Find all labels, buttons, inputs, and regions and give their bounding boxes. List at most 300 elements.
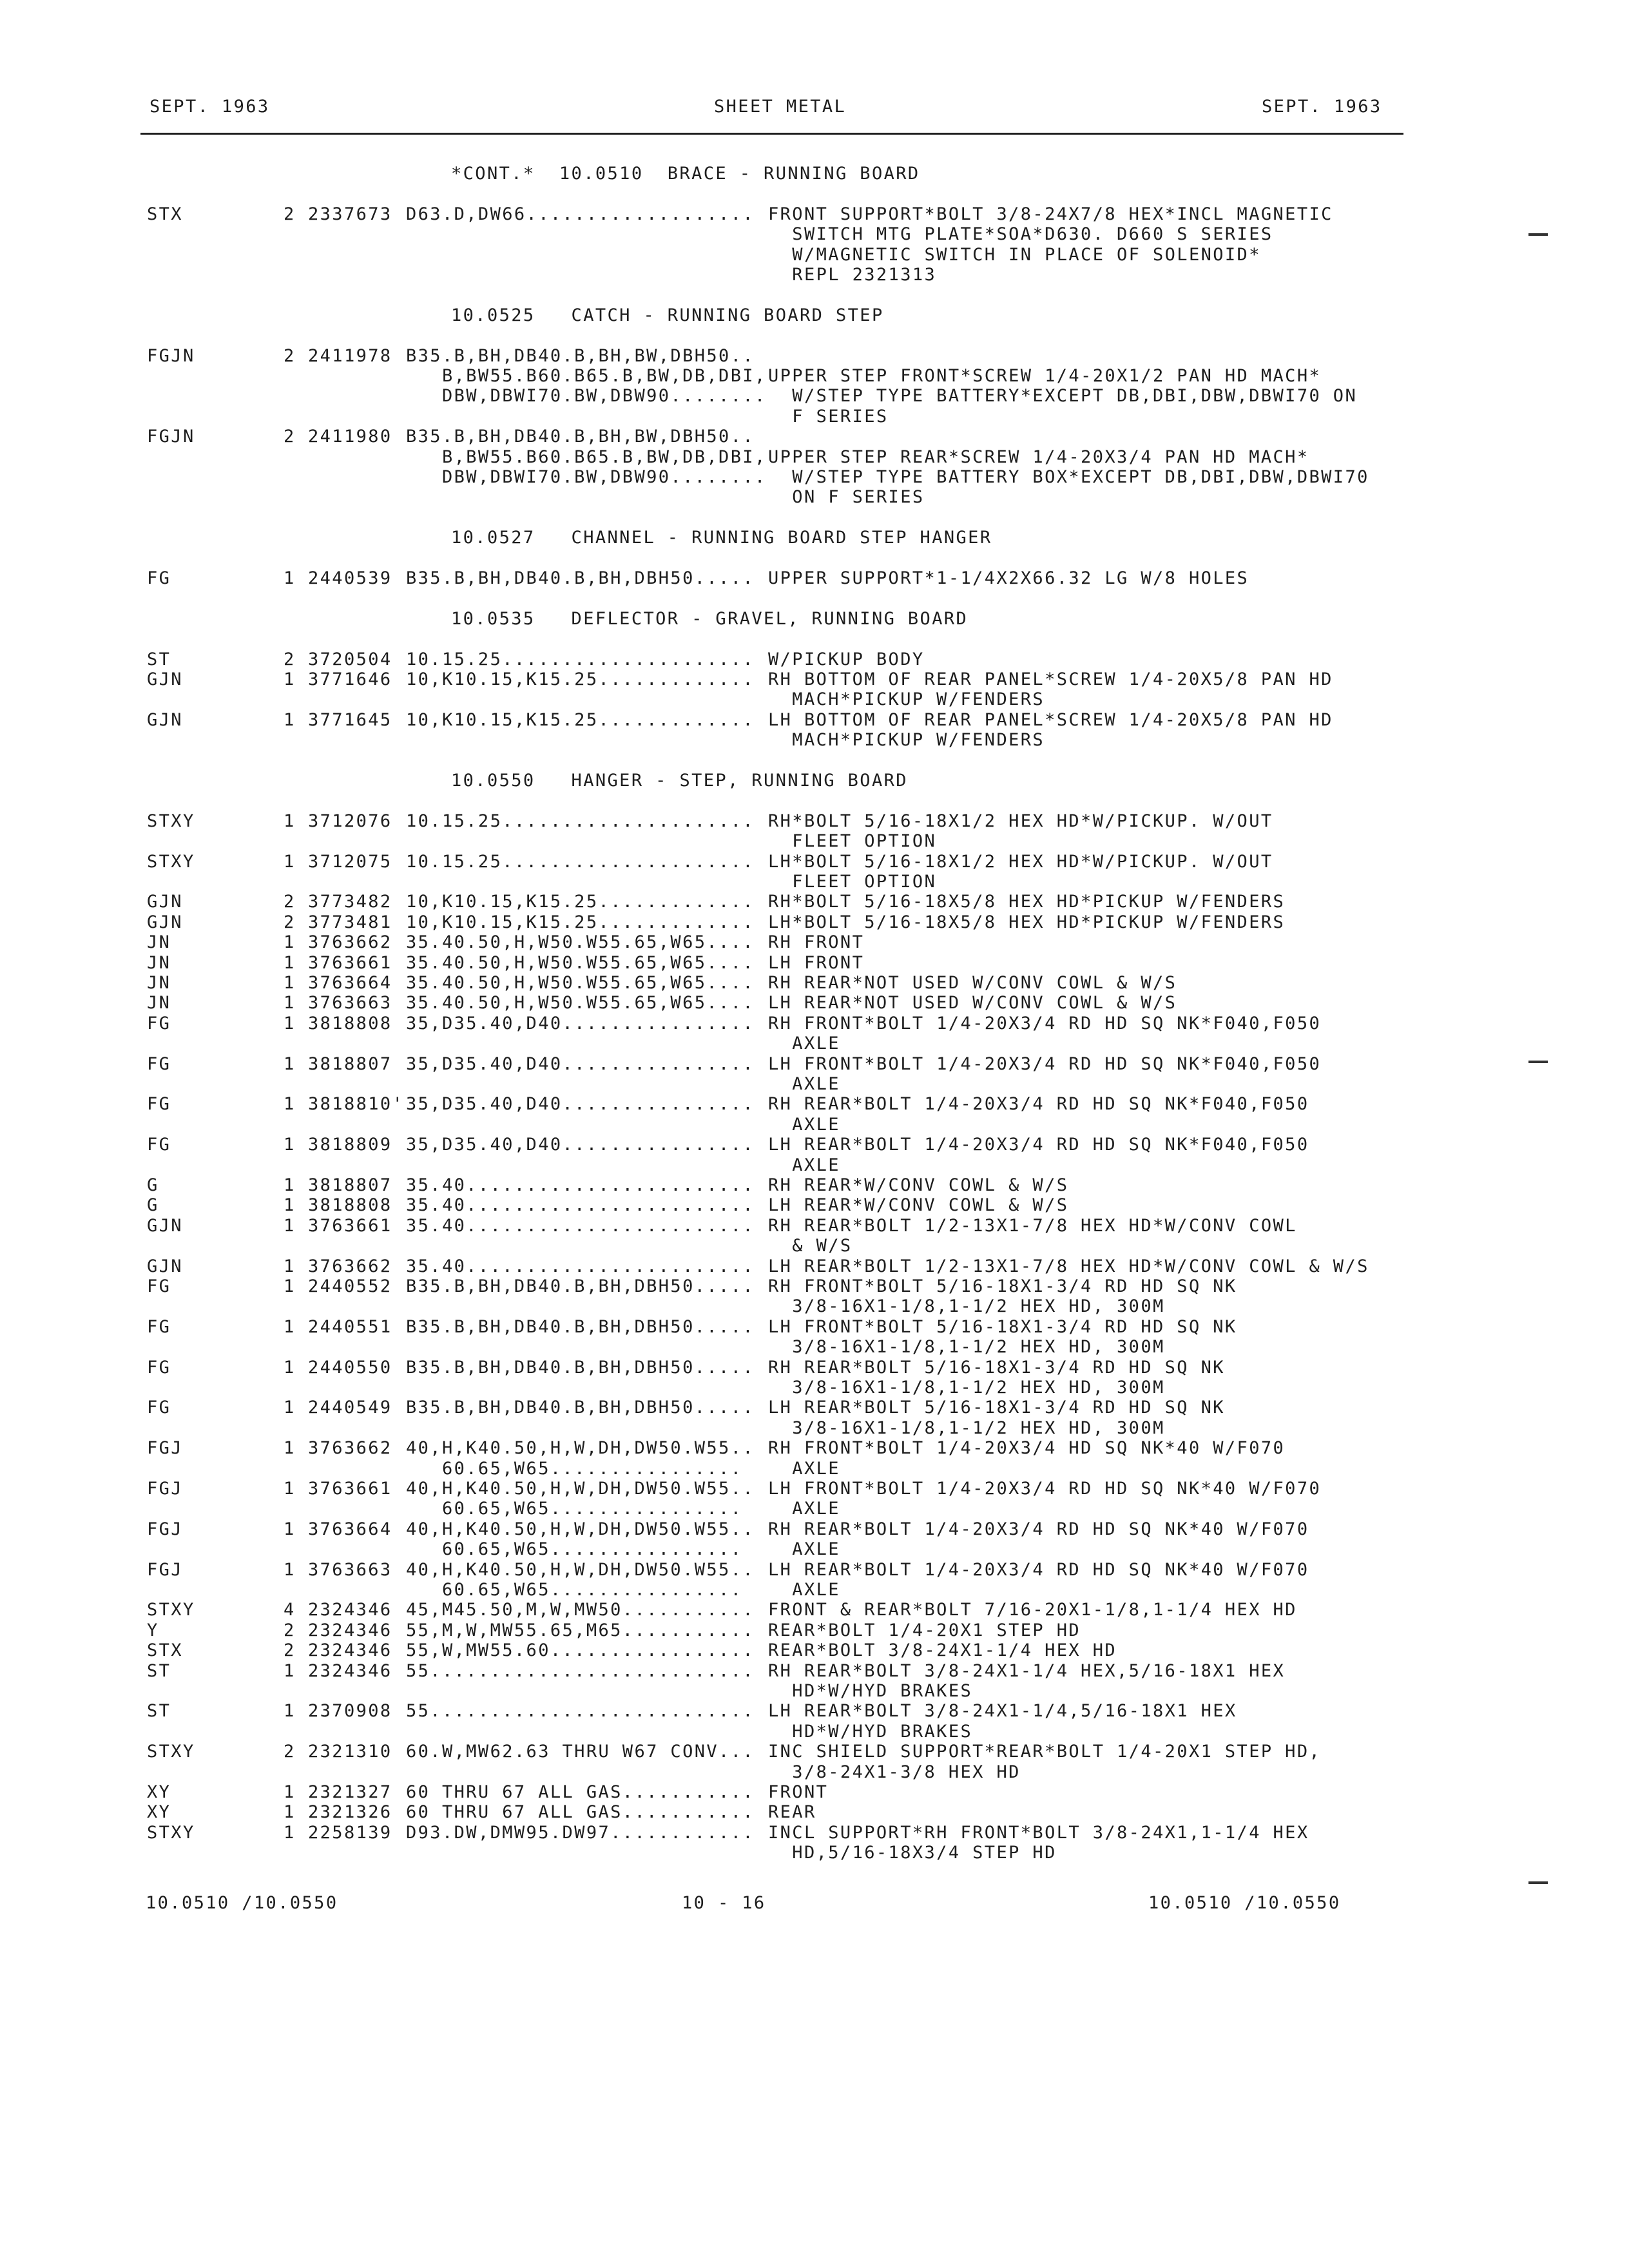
quantity: 1 (284, 1216, 296, 1236)
parts-row (0, 1843, 1629, 1863)
header-date-left: SEPT. 1963 (149, 97, 270, 117)
model-list: 35,D35.40,D40................ (406, 1094, 755, 1114)
quantity: 2 (284, 649, 296, 669)
model-list: 35.40........................ (406, 1256, 755, 1276)
quantity: 1 (284, 1519, 296, 1539)
model-list: B35.B,BH,DB40.B,BH,BW,DBH50.. (406, 346, 755, 366)
model-list: 10.15.25..................... (406, 811, 755, 831)
parts-row (0, 1479, 1629, 1499)
section-heading-row (0, 609, 1629, 629)
margin-mark (1528, 233, 1548, 236)
applicability-code: STXY (147, 852, 195, 872)
part-number: 2321310 (308, 1742, 392, 1762)
quantity: 1 (284, 669, 296, 689)
description: REPL 2321313 (768, 265, 937, 285)
description: LH REAR*BOLT 1/4-20X3/4 RD HD SQ NK*40 W/F070 (768, 1560, 1309, 1580)
parts-row (0, 831, 1629, 852)
description: HD*W/HYD BRAKES (768, 1681, 973, 1701)
part-number: 2440539 (308, 568, 392, 588)
applicability-code: FG (147, 1317, 171, 1337)
parts-row (0, 1640, 1629, 1661)
section-heading: 10.0527 CHANNEL - RUNNING BOARD STEP HANGER (451, 528, 992, 548)
parts-row (0, 811, 1629, 832)
quantity: 1 (284, 1256, 296, 1276)
part-number: 3763662 (308, 1438, 392, 1458)
quantity: 1 (284, 1135, 296, 1155)
model-list: 10,K10.15,K15.25............. (406, 710, 755, 730)
description: W/STEP TYPE BATTERY BOX*EXCEPT DB,DBI,DBW,DBWI70 (768, 467, 1369, 487)
quantity: 1 (284, 932, 296, 952)
quantity: 1 (284, 1054, 296, 1074)
quantity: 1 (284, 993, 296, 1013)
model-list: B,BW55.B60.B65.B,BW,DB,DBI, (406, 447, 767, 467)
quantity: 1 (284, 1782, 296, 1802)
model-list: 60 THRU 67 ALL GAS........... (406, 1802, 755, 1822)
description: 3/8-16X1-1/8,1-1/2 HEX HD, 300M (768, 1296, 1165, 1316)
model-list: 10,K10.15,K15.25............. (406, 669, 755, 689)
parts-row (0, 1074, 1629, 1095)
parts-row (0, 973, 1629, 994)
parts-row (0, 1499, 1629, 1519)
parts-row (0, 730, 1629, 751)
part-number: 2440552 (308, 1276, 392, 1296)
description: F SERIES (768, 407, 889, 427)
description: LH REAR*NOT USED W/CONV COWL & W/S (768, 993, 1177, 1013)
applicability-code: ST (147, 649, 171, 669)
description: RH FRONT*BOLT 5/16-18X1-3/4 RD HD SQ NK (768, 1276, 1237, 1296)
part-number: 3763661 (308, 953, 392, 973)
parts-row (0, 204, 1629, 225)
model-list: B,BW55.B60.B65.B,BW,DB,DBI, (406, 366, 767, 386)
description: REAR*BOLT 1/4-20X1 STEP HD (768, 1620, 1081, 1640)
parts-row (0, 1398, 1629, 1418)
model-list: 10.15.25..................... (406, 852, 755, 872)
description: RH FRONT*BOLT 1/4-20X3/4 RD HD SQ NK*F040,F050 (768, 1014, 1322, 1033)
quantity: 1 (284, 1802, 296, 1822)
part-number: 2321327 (308, 1782, 392, 1802)
model-list: 10,K10.15,K15.25............. (406, 892, 755, 912)
model-list: 55,M,W,MW55.65,M65........... (406, 1620, 755, 1640)
description: 3/8-16X1-1/8,1-1/2 HEX HD, 300M (768, 1378, 1165, 1398)
applicability-code: FGJ (147, 1438, 183, 1458)
quantity: 1 (284, 568, 296, 588)
description: RH FRONT*BOLT 1/4-20X3/4 HD SQ NK*40 W/F070 (768, 1438, 1286, 1458)
model-list: 40,H,K40.50,H,W,DH,DW50.W55.. (406, 1479, 755, 1499)
quantity: 1 (284, 1560, 296, 1580)
parts-row (0, 224, 1629, 245)
model-list: 60.W,MW62.63 THRU W67 CONV... (406, 1742, 755, 1762)
parts-row (0, 1620, 1629, 1641)
parts-row (0, 1823, 1629, 1843)
parts-row (0, 245, 1629, 265)
description: AXLE (768, 1074, 840, 1094)
parts-row (0, 1580, 1629, 1600)
parts-row (0, 1236, 1629, 1256)
parts-row (0, 953, 1629, 974)
quantity: 2 (284, 912, 296, 932)
parts-row (0, 1438, 1629, 1459)
parts-row (0, 1600, 1629, 1620)
section-heading: 10.0525 CATCH - RUNNING BOARD STEP (451, 305, 884, 325)
parts-row (0, 649, 1629, 670)
parts-row (0, 407, 1629, 427)
applicability-code: G (147, 1175, 159, 1195)
quantity: 1 (284, 1276, 296, 1296)
parts-row (0, 1762, 1629, 1783)
description: LH BOTTOM OF REAR PANEL*SCREW 1/4-20X5/8 PAN HD (768, 710, 1333, 730)
quantity: 2 (284, 892, 296, 912)
part-number: 3712075 (308, 852, 392, 872)
applicability-code: STXY (147, 1823, 195, 1843)
model-list: 40,H,K40.50,H,W,DH,DW50.W55.. (406, 1519, 755, 1539)
part-number: 3720504 (308, 649, 392, 669)
description: INC SHIELD SUPPORT*REAR*BOLT 1/4-20X1 STEP HD, (768, 1742, 1322, 1762)
parts-row (0, 1539, 1629, 1560)
section-heading: *CONT.* 10.0510 BRACE - RUNNING BOARD (451, 164, 920, 184)
description: HD*W/HYD BRAKES (768, 1722, 973, 1742)
parts-row (0, 447, 1629, 468)
quantity: 2 (284, 427, 296, 447)
part-number: 3763663 (308, 1560, 392, 1580)
applicability-code: GJN (147, 892, 183, 912)
quantity: 1 (284, 973, 296, 993)
parts-row (0, 1418, 1629, 1439)
model-list: 45,M45.50,M,W,MW50........... (406, 1600, 755, 1620)
header-rule (140, 133, 1403, 135)
applicability-code: ST (147, 1661, 171, 1681)
parts-row (0, 1337, 1629, 1358)
applicability-code: G (147, 1195, 159, 1215)
model-list: 40,H,K40.50,H,W,DH,DW50.W55.. (406, 1560, 755, 1580)
part-number: 3763663 (308, 993, 392, 1013)
parts-row (0, 1782, 1629, 1803)
model-list: B35.B,BH,DB40.B,BH,BW,DBH50.. (406, 427, 755, 447)
quantity: 1 (284, 1195, 296, 1215)
parts-row (0, 1276, 1629, 1297)
description: UPPER SUPPORT*1-1/4X2X66.32 LG W/8 HOLES (768, 568, 1249, 588)
model-list: D63.D,DW66................... (406, 204, 755, 224)
part-number: 3773482 (308, 892, 392, 912)
applicability-code: JN (147, 993, 171, 1013)
description: W/PICKUP BODY (768, 649, 925, 669)
part-number: 3818809 (308, 1135, 392, 1155)
parts-row (0, 1115, 1629, 1135)
parts-row (0, 852, 1629, 872)
applicability-code: FG (147, 1014, 171, 1033)
model-list: 60.65,W65................ (406, 1539, 743, 1559)
parts-row (0, 568, 1629, 589)
part-number: 2324346 (308, 1661, 392, 1681)
model-list: B35.B,BH,DB40.B,BH,DBH50..... (406, 1317, 755, 1337)
model-list: 40,H,K40.50,H,W,DH,DW50.W55.. (406, 1438, 755, 1458)
applicability-code: FG (147, 1358, 171, 1378)
quantity: 4 (284, 1600, 296, 1620)
model-list: 60.65,W65................ (406, 1459, 743, 1479)
parts-row (0, 1195, 1629, 1216)
quantity: 1 (284, 1175, 296, 1195)
part-number: 2370908 (308, 1701, 392, 1721)
part-number: 3771646 (308, 669, 392, 689)
parts-row (0, 1175, 1629, 1196)
parts-row (0, 932, 1629, 953)
applicability-code: JN (147, 953, 171, 973)
parts-row (0, 1701, 1629, 1722)
model-list: 35.40........................ (406, 1175, 755, 1195)
parts-row (0, 1155, 1629, 1176)
part-number: 3818808 (308, 1195, 392, 1215)
quantity: 1 (284, 710, 296, 730)
part-number: 2324346 (308, 1600, 392, 1620)
description: AXLE (768, 1459, 840, 1479)
footer-range-right: 10.0510 /10.0550 (1148, 1893, 1341, 1913)
part-number: 3818807 (308, 1054, 392, 1074)
description: UPPER STEP REAR*SCREW 1/4-20X3/4 PAN HD MACH* (768, 447, 1309, 467)
margin-mark (1528, 1061, 1548, 1063)
description: LH FRONT*BOLT 5/16-18X1-3/4 RD HD SQ NK (768, 1317, 1237, 1337)
applicability-code: GJN (147, 912, 183, 932)
quantity: 1 (284, 1701, 296, 1721)
description: RH REAR*NOT USED W/CONV COWL & W/S (768, 973, 1177, 993)
part-number: 2324346 (308, 1640, 392, 1660)
part-number: 2411980 (308, 427, 392, 447)
parts-row (0, 669, 1629, 690)
description: FRONT & REAR*BOLT 7/16-20X1-1/8,1-1/4 HEX HD (768, 1600, 1297, 1620)
parts-row (0, 872, 1629, 892)
quantity: 1 (284, 1014, 296, 1033)
parts-row (0, 710, 1629, 731)
applicability-code: JN (147, 932, 171, 952)
parts-row (0, 912, 1629, 933)
part-number: 3818808 (308, 1014, 392, 1033)
part-number: 2321326 (308, 1802, 392, 1822)
model-list: 35.40.50,H,W50.W55.65,W65.... (406, 953, 755, 973)
model-list: 60.65,W65................ (406, 1580, 743, 1600)
quantity: 1 (284, 852, 296, 872)
model-list: 35,D35.40,D40................ (406, 1054, 755, 1074)
applicability-code: FGJ (147, 1519, 183, 1539)
description: RH REAR*BOLT 1/2-13X1-7/8 HEX HD*W/CONV COWL (768, 1216, 1297, 1236)
margin-mark (1528, 1881, 1548, 1884)
quantity: 1 (284, 953, 296, 973)
description: RH REAR*BOLT 5/16-18X1-3/4 RD HD SQ NK (768, 1358, 1225, 1378)
parts-row (0, 1681, 1629, 1702)
header-title: SHEET METAL (714, 97, 847, 117)
parts-row (0, 1296, 1629, 1317)
description: AXLE (768, 1499, 840, 1519)
quantity: 2 (284, 1742, 296, 1762)
parts-row (0, 265, 1629, 285)
description: REAR*BOLT 3/8-24X1-1/4 HEX HD (768, 1640, 1117, 1660)
parts-row (0, 1256, 1629, 1277)
applicability-code: FG (147, 1054, 171, 1074)
part-number: 2440549 (308, 1398, 392, 1418)
parts-row (0, 487, 1629, 508)
part-number: 2411978 (308, 346, 392, 366)
part-number: 3712076 (308, 811, 392, 831)
parts-row (0, 892, 1629, 912)
parts-row (0, 993, 1629, 1014)
applicability-code: GJN (147, 669, 183, 689)
description: RH REAR*W/CONV COWL & W/S (768, 1175, 1069, 1195)
description: RH FRONT (768, 932, 865, 952)
applicability-code: STXY (147, 811, 195, 831)
description: 3/8-16X1-1/8,1-1/2 HEX HD, 300M (768, 1337, 1165, 1357)
part-number: 2440550 (308, 1358, 392, 1378)
description: FLEET OPTION (768, 872, 937, 892)
quantity: 2 (284, 346, 296, 366)
model-list: DBW,DBWI70.BW,DBW90........ (406, 467, 767, 487)
quantity: 1 (284, 1823, 296, 1843)
model-list: 55........................... (406, 1661, 755, 1681)
parts-row (0, 1378, 1629, 1398)
description: W/STEP TYPE BATTERY*EXCEPT DB,DBI,DBW,DBWI70 ON (768, 386, 1358, 406)
part-number: 3773481 (308, 912, 392, 932)
part-number: 2258139 (308, 1823, 392, 1843)
quantity: 1 (284, 1358, 296, 1378)
description: UPPER STEP FRONT*SCREW 1/4-20X1/2 PAN HD MACH* (768, 366, 1322, 386)
description: AXLE (768, 1539, 840, 1559)
description: AXLE (768, 1033, 840, 1053)
applicability-code: FG (147, 1398, 171, 1418)
model-list: 35.40.50,H,W50.W55.65,W65.... (406, 993, 755, 1013)
parts-row (0, 1014, 1629, 1034)
description: & W/S (768, 1236, 853, 1256)
description: RH*BOLT 5/16-18X1/2 HEX HD*W/PICKUP. W/OUT (768, 811, 1273, 831)
applicability-code: GJN (147, 1256, 183, 1276)
model-list: 35.40........................ (406, 1216, 755, 1236)
description: AXLE (768, 1155, 840, 1175)
applicability-code: GJN (147, 1216, 183, 1236)
part-number: 3763662 (308, 1256, 392, 1276)
parts-row (0, 1317, 1629, 1338)
description: HD,5/16-18X3/4 STEP HD (768, 1843, 1057, 1863)
model-list: 35.40........................ (406, 1195, 755, 1215)
model-list: B35.B,BH,DB40.B,BH,DBH50..... (406, 1276, 755, 1296)
description: LH FRONT*BOLT 1/4-20X3/4 RD HD SQ NK*40 W/F070 (768, 1479, 1322, 1499)
description: RH REAR*BOLT 1/4-20X3/4 RD HD SQ NK*40 W/F070 (768, 1519, 1309, 1539)
description: RH BOTTOM OF REAR PANEL*SCREW 1/4-20X5/8 PAN HD (768, 669, 1333, 689)
applicability-code: FG (147, 568, 171, 588)
applicability-code: ST (147, 1701, 171, 1721)
header-date-right: SEPT. 1963 (1262, 97, 1382, 117)
description: LH*BOLT 5/16-18X5/8 HEX HD*PICKUP W/FENDERS (768, 912, 1286, 932)
section-heading-row (0, 305, 1629, 326)
description: FLEET OPTION (768, 831, 937, 851)
parts-row (0, 1358, 1629, 1378)
description: LH REAR*W/CONV COWL & W/S (768, 1195, 1069, 1215)
description: AXLE (768, 1115, 840, 1135)
quantity: 1 (284, 811, 296, 831)
model-list: 35,D35.40,D40................ (406, 1135, 755, 1155)
applicability-code: FG (147, 1094, 171, 1114)
description: LH REAR*BOLT 1/4-20X3/4 RD HD SQ NK*F040,F050 (768, 1135, 1309, 1155)
parts-row (0, 1216, 1629, 1236)
description: RH*BOLT 5/16-18X5/8 HEX HD*PICKUP W/FENDERS (768, 892, 1286, 912)
parts-row (0, 1722, 1629, 1742)
description: 3/8-24X1-3/8 HEX HD (768, 1762, 1021, 1782)
applicability-code: XY (147, 1782, 171, 1802)
model-list: 10,K10.15,K15.25............. (406, 912, 755, 932)
description: RH REAR*BOLT 3/8-24X1-1/4 HEX,5/16-18X1 HEX (768, 1661, 1286, 1681)
section-heading: 10.0535 DEFLECTOR - GRAVEL, RUNNING BOARD (451, 609, 969, 629)
applicability-code: FG (147, 1135, 171, 1155)
description: LH FRONT (768, 953, 865, 973)
section-heading-row (0, 528, 1629, 548)
description: LH REAR*BOLT 3/8-24X1-1/4,5/16-18X1 HEX (768, 1701, 1237, 1721)
section-heading: 10.0550 HANGER - STEP, RUNNING BOARD (451, 771, 908, 791)
parts-row (0, 1661, 1629, 1682)
quantity: 2 (284, 1620, 296, 1640)
part-number: 2440551 (308, 1317, 392, 1337)
applicability-code: FGJ (147, 1560, 183, 1580)
applicability-code: JN (147, 973, 171, 993)
description: FRONT SUPPORT*BOLT 3/8-24X7/8 HEX*INCL MAGNETIC (768, 204, 1333, 224)
description: W/MAGNETIC SWITCH IN PLACE OF SOLENOID* (768, 245, 1261, 265)
section-heading-row (0, 771, 1629, 791)
parts-row (0, 1560, 1629, 1581)
parts-row (0, 1459, 1629, 1479)
description: LH FRONT*BOLT 1/4-20X3/4 RD HD SQ NK*F040,F050 (768, 1054, 1322, 1074)
model-list: 10.15.25..................... (406, 649, 755, 669)
quantity: 1 (284, 1094, 296, 1114)
description: MACH*PICKUP W/FENDERS (768, 730, 1045, 750)
parts-row (0, 1033, 1629, 1054)
model-list: DBW,DBWI70.BW,DBW90........ (406, 386, 767, 406)
applicability-code: STXY (147, 1600, 195, 1620)
model-list: 35.40.50,H,W50.W55.65,W65.... (406, 973, 755, 993)
parts-row (0, 1054, 1629, 1075)
model-list: B35.B,BH,DB40.B,BH,DBH50..... (406, 1358, 755, 1378)
description: AXLE (768, 1580, 840, 1600)
part-number: 3763664 (308, 1519, 392, 1539)
parts-row (0, 1742, 1629, 1762)
description: INCL SUPPORT*RH FRONT*BOLT 3/8-24X1,1-1/4 HEX (768, 1823, 1309, 1843)
applicability-code: STXY (147, 1742, 195, 1762)
applicability-code: XY (147, 1802, 171, 1822)
description: LH REAR*BOLT 5/16-18X1-3/4 RD HD SQ NK (768, 1398, 1225, 1418)
model-list: 55........................... (406, 1701, 755, 1721)
parts-row (0, 386, 1629, 407)
description: LH*BOLT 5/16-18X1/2 HEX HD*W/PICKUP. W/OUT (768, 852, 1273, 872)
description: ON F SERIES (768, 487, 925, 507)
applicability-code: GJN (147, 710, 183, 730)
model-list: 60 THRU 67 ALL GAS........... (406, 1782, 755, 1802)
quantity: 1 (284, 1398, 296, 1418)
parts-row (0, 689, 1629, 710)
description: REAR (768, 1802, 816, 1822)
description: SWITCH MTG PLATE*SOA*D630. D660 S SERIES (768, 224, 1273, 244)
parts-row (0, 467, 1629, 488)
page-number: 10 - 16 (682, 1893, 766, 1913)
quantity: 2 (284, 1640, 296, 1660)
model-list: B35.B,BH,DB40.B,BH,DBH50..... (406, 1398, 755, 1418)
applicability-code: STX (147, 204, 183, 224)
description: 3/8-16X1-1/8,1-1/2 HEX HD, 300M (768, 1418, 1165, 1438)
section-heading-row (0, 164, 1629, 184)
applicability-code: STX (147, 1640, 183, 1660)
parts-row (0, 346, 1629, 367)
part-number: 3771645 (308, 710, 392, 730)
parts-row (0, 366, 1629, 387)
part-number: 3818807 (308, 1175, 392, 1195)
quantity: 1 (284, 1479, 296, 1499)
parts-row (0, 427, 1629, 447)
model-list: 35.40.50,H,W50.W55.65,W65.... (406, 932, 755, 952)
model-list: 35,D35.40,D40................ (406, 1014, 755, 1033)
parts-row (0, 1135, 1629, 1155)
applicability-code: FGJ (147, 1479, 183, 1499)
description: LH REAR*BOLT 1/2-13X1-7/8 HEX HD*W/CONV COWL & W/S (768, 1256, 1369, 1276)
